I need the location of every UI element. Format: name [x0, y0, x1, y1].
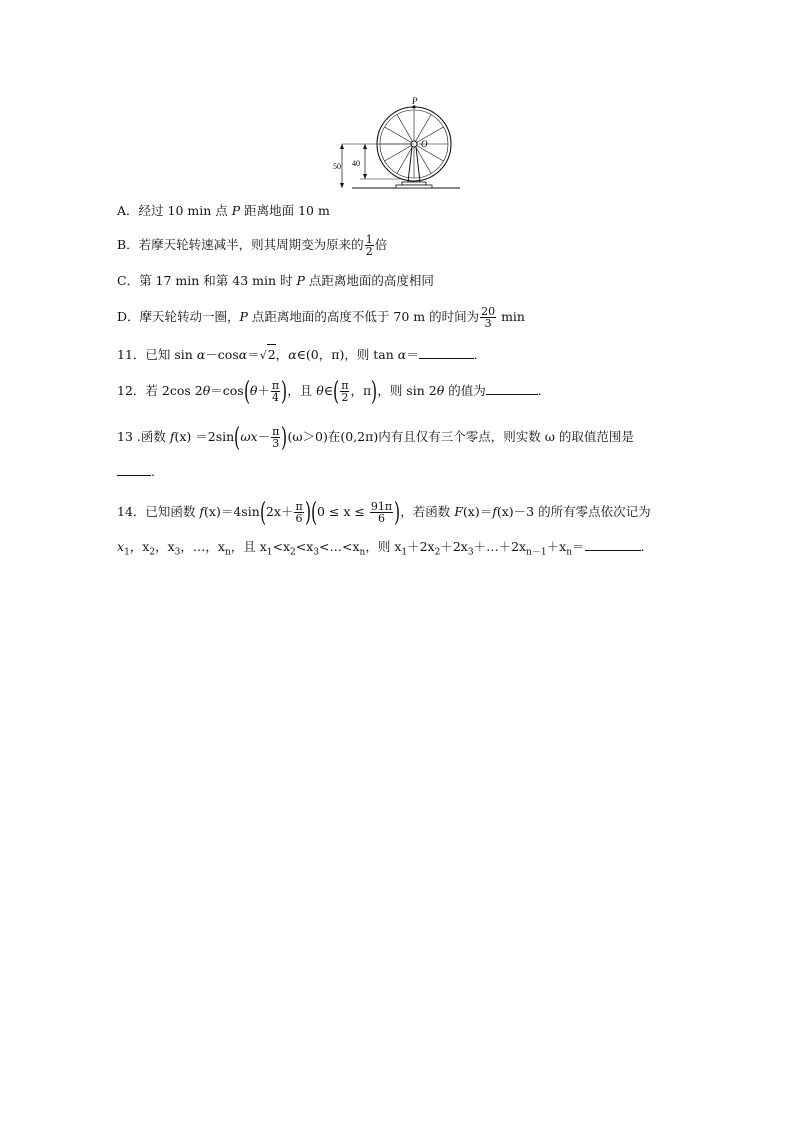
- dim-50: 50: [333, 162, 341, 171]
- q11-alpha2: α: [238, 347, 248, 362]
- q14-cmp2: <x: [272, 539, 291, 554]
- q14-sumn1: ＋…＋2x: [473, 539, 527, 554]
- q12-theta4: θ: [436, 383, 445, 398]
- q14-sub2: 2: [149, 547, 156, 558]
- option-c-prefix: C．第 17 min 和第 43 min 时: [117, 273, 297, 288]
- q12-text4: ∈: [323, 383, 334, 398]
- option-d-middle: 点距离地面的高度不低于 70 m 的时间为: [247, 309, 480, 324]
- option-c-suffix: 点距离地面的高度相同: [304, 273, 434, 288]
- q14-sub2b: 2: [290, 547, 296, 558]
- q13-text2: (x) ＝2sin: [174, 429, 235, 444]
- ferris-wheel-figure: [332, 96, 462, 192]
- q11-end: .: [473, 347, 478, 362]
- q13-omega: ωx: [240, 429, 258, 444]
- option-a-suffix: 距离地面 10 m: [240, 203, 330, 218]
- q14-arg: 2x＋: [265, 504, 294, 519]
- question-14-line2: [117, 537, 645, 563]
- q14-subn: n: [224, 547, 231, 558]
- q14-cmp1: ，且 x: [230, 539, 267, 554]
- q13-end: .: [151, 464, 155, 479]
- q14-sum1: ，则 x: [365, 539, 402, 554]
- q12-frac1-den: 4: [272, 391, 279, 404]
- q12-plus: ＋: [257, 383, 270, 398]
- option-a-prefix: A．经过 10 min 点: [117, 203, 232, 218]
- q12-text1: 12．若 2cos 2: [117, 383, 203, 398]
- q12-theta2: θ: [249, 383, 258, 398]
- right-paren-2: ): [371, 376, 378, 407]
- option-d-suffix: min: [497, 309, 525, 324]
- right-paren-4: ): [304, 497, 311, 528]
- q12-text2: ＝cos: [210, 383, 244, 398]
- q12-theta1: θ: [202, 383, 211, 398]
- q14-subn1: n－1: [526, 547, 547, 558]
- q13-fx: f: [169, 429, 175, 444]
- q12-frac1: [271, 380, 280, 403]
- q14-Fx: F: [454, 504, 463, 519]
- q13-minus: －: [257, 429, 271, 444]
- q11-alpha1: α: [196, 347, 206, 362]
- q13-text3: (ω＞0)在(0,2π)内有且仅有三个零点，则实数 ω 的取值范围是: [287, 429, 634, 444]
- q14-subnc: n: [566, 547, 573, 558]
- q14-subnb: n: [359, 547, 366, 558]
- right-paren-3: ): [281, 422, 288, 453]
- q12-text6: ，则 sin 2: [377, 383, 437, 398]
- q14-frac2-num: 91π: [370, 500, 393, 513]
- q14-sum3: ＋2x: [440, 539, 468, 554]
- q14-text4: (x)＝: [462, 504, 493, 519]
- option-b-frac-den: 2: [365, 245, 373, 258]
- q13-frac-num: π: [272, 425, 280, 438]
- q14-end: .: [640, 539, 645, 554]
- option-a: [117, 201, 330, 221]
- q12-text5: ，π: [350, 383, 372, 398]
- option-d-frac-num: 20: [481, 305, 496, 318]
- q12-end: .: [537, 383, 542, 398]
- question-13-line2: [117, 462, 155, 482]
- q14-sub3: 3: [174, 547, 181, 558]
- q12-text7: 的值为: [444, 383, 486, 398]
- left-paren: (: [243, 376, 250, 407]
- option-b-fraction: [365, 234, 374, 257]
- question-12: [117, 376, 542, 407]
- option-b-prefix: B．若摩天轮转速减半，则其周期变为原来的: [117, 237, 364, 252]
- left-paren-3: (: [234, 422, 241, 453]
- option-b: [117, 234, 387, 257]
- option-d-fraction: [480, 306, 496, 329]
- q13-text1: 13 .函数: [117, 429, 170, 444]
- q11-text3: ＝: [247, 347, 260, 362]
- q11-answer-blank[interactable]: [419, 346, 474, 359]
- left-paren-5: (: [310, 497, 317, 528]
- option-d: [117, 306, 525, 329]
- q11-text1: 11．已知 sin: [117, 347, 197, 362]
- q11-alpha4: α: [397, 347, 407, 362]
- q14-sub3c: 3: [467, 547, 474, 558]
- q11-text6: ＝: [406, 347, 419, 362]
- q14-xn: ，…，x: [180, 539, 225, 554]
- right-paren-5: ): [394, 497, 401, 528]
- question-14: [117, 497, 651, 528]
- option-b-suffix: 倍: [374, 237, 388, 252]
- q11-text4: ，: [275, 347, 289, 362]
- q12-frac2: [340, 380, 349, 403]
- ferris-wheel-diagram: [332, 96, 462, 192]
- q14-x3: ，x: [155, 539, 175, 554]
- q14-sub1: 1: [124, 547, 130, 558]
- option-d-prefix: D．摩天轮转动一圈，: [117, 309, 240, 324]
- q14-text3: ，若函数: [400, 504, 455, 519]
- question-11: [117, 344, 478, 366]
- q12-frac2-num: π: [341, 379, 349, 392]
- q14-text1: 14．已知函数: [117, 504, 200, 519]
- q14-cond: 0 ≤ x ≤: [316, 504, 369, 519]
- option-c-var: P: [296, 273, 305, 288]
- q14-eq: ＝: [572, 539, 585, 554]
- q12-theta3: θ: [316, 383, 324, 398]
- left-paren-4: (: [259, 497, 266, 528]
- q14-frac1-den: 6: [295, 512, 303, 525]
- q14-x2: ，x: [129, 539, 150, 554]
- q14-frac2: [370, 501, 393, 524]
- label-p: P: [412, 96, 418, 106]
- q13-frac-den: 3: [272, 437, 280, 450]
- option-b-frac-num: 1: [365, 233, 373, 246]
- q14-sub1b: 1: [266, 547, 273, 558]
- question-13: [117, 422, 634, 453]
- q14-sub3b: 3: [313, 547, 320, 558]
- q12-text3: ，且: [287, 383, 317, 398]
- option-d-var: P: [239, 309, 248, 324]
- q14-sub2c: 2: [434, 547, 441, 558]
- q12-answer-blank[interactable]: [486, 382, 538, 395]
- q14-cmp3: <x: [295, 539, 314, 554]
- left-paren-2: (: [333, 376, 340, 407]
- q12-frac2-den: 2: [341, 391, 349, 404]
- q14-text5: (x)－3 的所有零点依次记为: [496, 504, 651, 519]
- q14-frac2-den: 6: [377, 512, 385, 525]
- q14-sub1c: 1: [401, 547, 408, 558]
- q14-fx2: f: [492, 504, 497, 519]
- option-d-frac-den: 3: [484, 317, 492, 330]
- right-paren: ): [281, 376, 288, 407]
- q14-x1: x: [117, 539, 125, 554]
- q14-sumn: ＋x: [546, 539, 567, 554]
- q13-frac: [271, 426, 280, 449]
- option-a-var: P: [231, 203, 241, 218]
- option-c: [117, 271, 434, 291]
- q14-cmpn: <…<x: [319, 539, 360, 554]
- q11-text5: ∈(0，π)，则 tan: [296, 347, 398, 362]
- q11-sqrt: 2: [267, 344, 276, 365]
- q11-text2: －cos: [205, 347, 239, 362]
- label-o: O: [421, 139, 428, 149]
- q14-frac1: [294, 501, 303, 524]
- sqrt-sign: √: [259, 349, 267, 362]
- q14-fx: f: [199, 504, 205, 519]
- q12-frac1-num: π: [271, 379, 280, 392]
- q14-answer-blank[interactable]: [585, 538, 641, 551]
- dim-40: 40: [352, 159, 360, 168]
- q14-sum2: ＋2x: [407, 539, 435, 554]
- q13-answer-blank[interactable]: [117, 463, 151, 476]
- q14-text2: (x)＝4sin: [204, 504, 260, 519]
- q14-frac1-num: π: [295, 500, 303, 513]
- q11-alpha3: α: [288, 347, 297, 362]
